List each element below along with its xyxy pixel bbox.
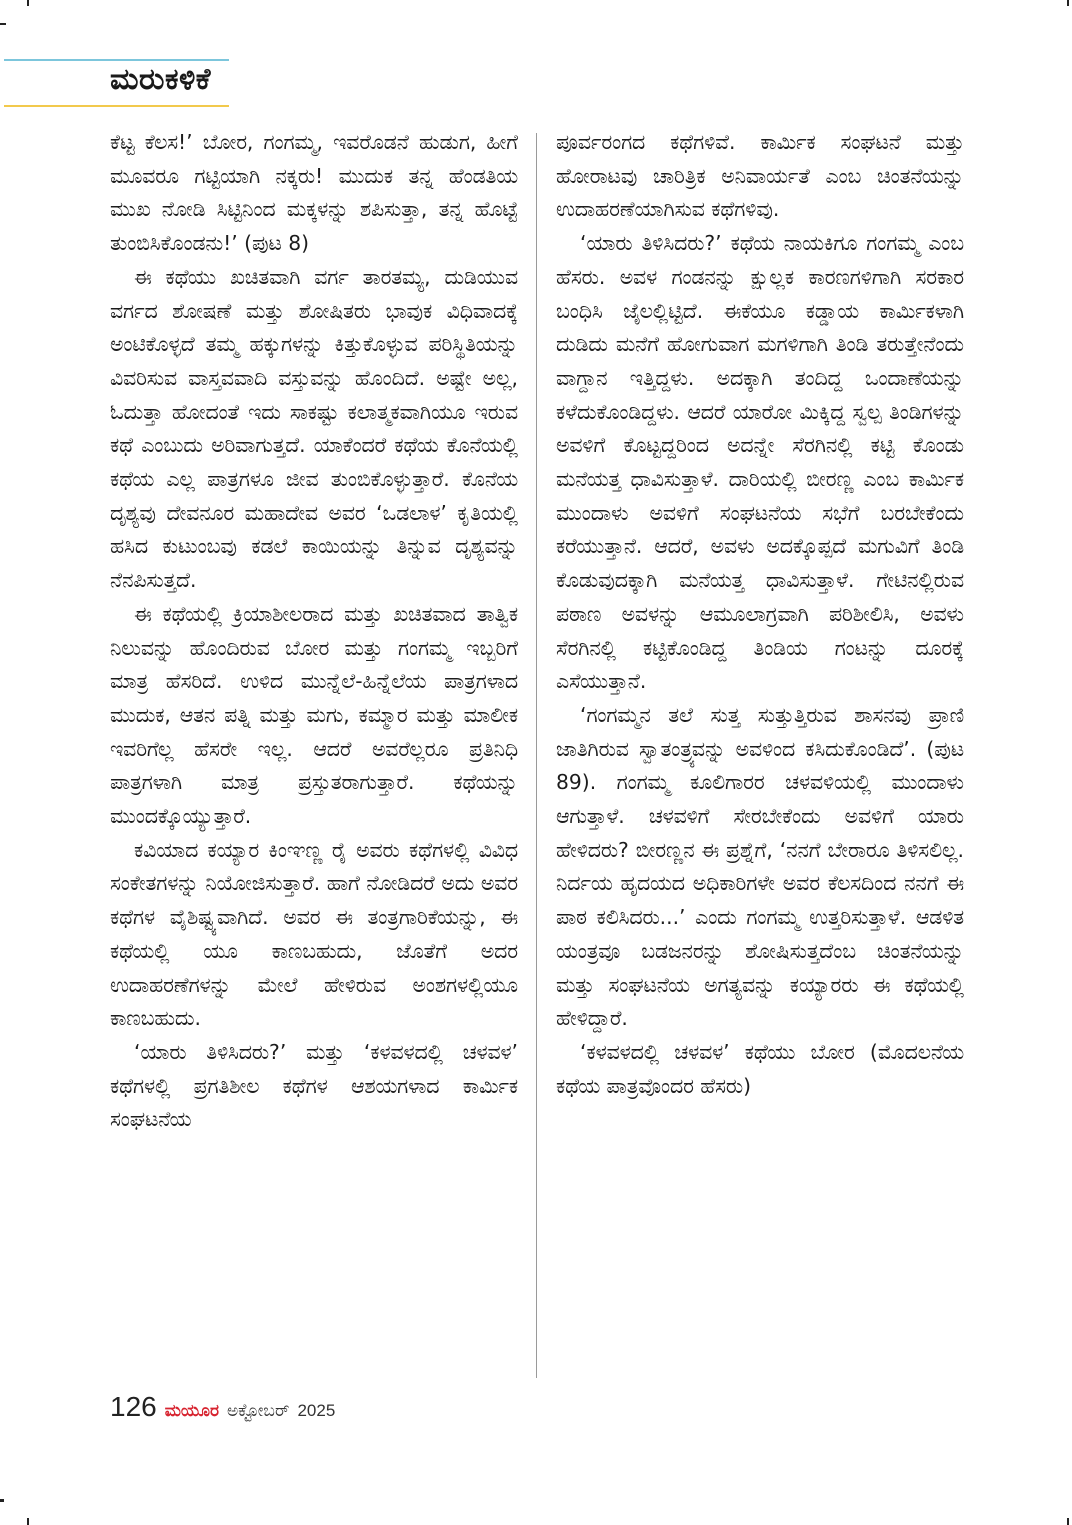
crop-mark xyxy=(27,0,29,6)
crop-mark xyxy=(0,1499,4,1502)
crop-mark xyxy=(27,1518,29,1525)
paragraph: ‘ಯಾರು ತಿಳಿಸಿದರು?’ ಕಥೆಯ ನಾಯಕಿಗೂ ಗಂಗಮ್ಮ ಎಂಬ ಹೆಸರು. ಅವಳ ಗಂಡನನ್ನು ಕ್ಷುಲ್ಲಕ ಕಾರಣಗಳಿಗಾಗಿ ಸರಕಾರ ಬಂಧಿಸಿ ಜೈಲಲ್ಲಿಟ್ಟಿದೆ. ಈಕೆಯೂ ಕಡ್ಡಾಯ ಕಾರ್ಮಿಕಳಾಗಿ ದುಡಿದು ಮನೆಗೆ ಹೋಗುವಾಗ ಮಗಳಿಗಾಗಿ ತಿಂಡಿ ತರುತ್ತೇನೆಂದು ವಾಗ್ದಾನ ಇತ್ತಿದ್ದಳು. ಅದಕ್ಕಾಗಿ ತಂದಿದ್ದ ಒಂದಾಣೆಯನ್ನು ಕಳೆದುಕೊಂಡಿದ್ದಳು. ಆದರೆ ಯಾರೋ ಮಿಕ್ಕಿದ್ದ ಸ್ವಲ್ಪ ತಿಂಡಿಗಳನ್ನು ಅವಳಿಗೆ ಕೊಟ್ಟದ್ದರಿಂದ ಅದನ್ನೇ ಸೆರಗಿನಲ್ಲಿ ಕಟ್ಟಿ ಕೊಂಡು ಮನೆಯತ್ತ ಧಾವಿಸುತ್ತಾಳೆ. ದಾರಿಯಲ್ಲಿ ಬೀರಣ್ಣ ಎಂಬ ಕಾರ್ಮಿಕ ಮುಂದಾಳು ಅವಳಿಗೆ ಸಂಘಟನೆಯ ಸಭೆಗೆ ಬರಬೇಕೆಂದು ಕರೆಯುತ್ತಾನೆ. ಆದರೆ, ಅವಳು ಅದಕ್ಕೊಪ್ಪದೆ ಮಗುವಿಗೆ ತಿಂಡಿ ಕೊಡುವುದಕ್ಕಾಗಿ ಮನೆಯತ್ತ ಧಾವಿಸುತ್ತಾಳೆ. ಗೇಟಿನಲ್ಲಿರುವ ಪಠಾಣ ಅವಳನ್ನು ಆಮೂಲಾಗ್ರವಾಗಿ ಪರಿಶೀಲಿಸಿ, ಅವಳು ಸೆರಗಿನಲ್ಲಿ ಕಟ್ಟಿಕೊಂಡಿದ್ದ ತಿಂಡಿಯ ಗಂಟನ್ನು ದೂರಕ್ಕೆ ಎಸೆಯುತ್ತಾನೆ. xyxy=(556,231,964,694)
paragraph: ಕೆಟ್ಟ ಕೆಲಸ!’ ಬೋರ, ಗಂಗಮ್ಮ, ಇವರೊಡನೆ ಹುಡುಗ, ಹೀಗೆ ಮೂವರೂ ಗಟ್ಟಿಯಾಗಿ ನಕ್ಕರು! ಮುದುಕ ತನ್ನ ಹೆಂಡತಿಯ ಮುಖ ನೋಡಿ ಸಿಟ್ಟಿನಿಂದ ಮಕ್ಕಳನ್ನು ಶಪಿಸುತ್ತಾ, ತನ್ನ ಹೊಟ್ಟೆ ತುಂಬಿಸಿಕೊಂಡನು!’ (ಪುಟ 8) xyxy=(110,130,518,256)
paragraph: ಕವಿಯಾದ ಕಯ್ಯಾರ ಕಿಂಞಣ್ಣ ರೈ ಅವರು ಕಥೆಗಳಲ್ಲಿ ವಿವಿಧ ಸಂಕೇತಗಳನ್ನು ನಿಯೋಜಿಸುತ್ತಾರೆ. ಹಾಗೆ ನೋಡಿದರೆ ಅದು ಅವರ ಕಥೆಗಳ ವೈಶಿಷ್ಟ್ಯವಾಗಿದೆ. ಅವರ ಈ ತಂತ್ರಗಾರಿಕೆಯನ್ನು, ಈ ಕಥೆಯಲ್ಲಿ ಯೂ ಕಾಣಬಹುದು, ಜೊತೆಗೆ ಅದರ ಉದಾಹರಣೆಗಳನ್ನು ಮೇಲೆ ಹೇಳಿರುವ ಅಂಶಗಳಲ್ಲಿಯೂ ಕಾಣಬಹುದು. xyxy=(110,837,518,1031)
paragraph: ಪೂರ್ವರಂಗದ ಕಥೆಗಳಿವೆ. ಕಾರ್ಮಿಕ ಸಂಘಟನೆ ಮತ್ತು ಹೋರಾಟವು ಚಾರಿತ್ರಿಕ ಅನಿವಾರ್ಯತೆ ಎಂಬ ಚಿಂತನೆಯನ್ನು ಉದಾಹರಣೆಯಾಗಿಸುವ ಕಥೆಗಳಿವು. xyxy=(556,130,964,222)
article-column-left xyxy=(110,126,518,1137)
page-footer xyxy=(110,1391,335,1423)
issue-year: 2025 xyxy=(297,1401,336,1420)
crop-mark xyxy=(1067,0,1069,6)
paragraph: ‘ಯಾರು ತಿಳಿಸಿದರು?’ ಮತ್ತು ‘ಕಳವಳದಲ್ಲಿ ಚಳವಳ’ ಕಥೆಗಳಲ್ಲಿ ಪ್ರಗತಿಶೀಲ ಕಥೆಗಳ ಆಶಯಗಳಾದ ಕಾರ್ಮಿಕ ಸಂಘಟನೆಯ xyxy=(110,1039,518,1132)
header-accent-rule-top xyxy=(4,59,229,61)
article-column-right xyxy=(556,126,964,1103)
crop-mark xyxy=(0,23,6,25)
paragraph: ಈ ಕಥೆಯು ಖಚಿತವಾಗಿ ವರ್ಗ ತಾರತಮ್ಯ, ದುಡಿಯುವ ವರ್ಗದ ಶೋಷಣೆ ಮತ್ತು ಶೋಷಿತರು ಭಾವುಕ ವಿಧಿವಾದಕ್ಕೆ ಅಂಟಿಕೊಳ್ಳದೆ ತಮ್ಮ ಹಕ್ಕುಗಳನ್ನು ಕಿತ್ತುಕೊಳ್ಳುವ ಪರಿಸ್ಥಿತಿಯನ್ನು ವಿವರಿಸುವ ವಾಸ್ತವವಾದಿ ವಸ್ತುವನ್ನು ಹೊಂದಿದೆ. ಅಷ್ಟೇ ಅಲ್ಲ, ಓದುತ್ತಾ ಹೋದಂತೆ ಇದು ಸಾಕಷ್ಟು ಕಲಾತ್ಮಕವಾಗಿಯೂ ಇರುವ ಕಥೆ ಎಂಬುದು ಅರಿವಾಗುತ್ತದೆ. ಯಾಕೆಂದರೆ ಕಥೆಯ ಕೊನೆಯಲ್ಲಿ ಕಥೆಯ ಎಲ್ಲ ಪಾತ್ರಗಳೂ ಜೀವ ತುಂಬಿಕೊಳ್ಳುತ್ತಾರೆ. ಕೊನೆಯ ದೃಶ್ಯವು ದೇವನೂರ ಮಹಾದೇವ ಅವರ ‘ಒಡಲಾಳ’ ಕೃತಿಯಲ್ಲಿ ಹಸಿದ ಕುಟುಂಬವು ಕಡಲೆ ಕಾಯಿಯನ್ನು ತಿನ್ನುವ ದೃಶ್ಯವನ್ನು ನೆನಪಿಸುತ್ತದೆ. xyxy=(110,264,518,593)
paragraph: ‘ಗಂಗಮ್ಮನ ತಲೆ ಸುತ್ತ ಸುತ್ತುತ್ತಿರುವ ಶಾಸನವು ಪ್ರಾಣಿ ಜಾತಿಗಿರುವ ಸ್ವಾತಂತ್ರ್ಯವನ್ನು ಅವಳಿಂದ ಕಸಿದುಕೊಂಡಿದೆ’. (ಪುಟ 89). ಗಂಗಮ್ಮ ಕೂಲಿಗಾರರ ಚಳವಳಿಯಲ್ಲಿ ಮುಂದಾಳು ಆಗುತ್ತಾಳೆ. ಚಳವಳಿಗೆ ಸೇರಬೇಕೆಂದು ಅವಳಿಗೆ ಯಾರು ಹೇಳಿದರು? ಬೀರಣ್ಣನ ಈ ಪ್ರಶ್ನೆಗೆ, ‘ನನಗೆ ಬೇರಾರೂ ತಿಳಿಸಲಿಲ್ಲ. ನಿರ್ದಯ ಹೃದಯದ ಅಧಿಕಾರಿಗಳೇ ಅವರ ಕೆಲಸದಿಂದ ನನಗೆ ಈ ಪಾಠ ಕಲಿಸಿದರು...’ ಎಂದು ಗಂಗಮ್ಮ ಉತ್ತರಿಸುತ್ತಾಳೆ. ಆಡಳಿತ ಯಂತ್ರವೂ ಬಡಜನರನ್ನು ಶೋಷಿಸುತ್ತದೆಂಬ ಚಿಂತನೆಯನ್ನು ಮತ್ತು ಸಂಘಟನೆಯ ಅಗತ್ಯವನ್ನು ಕಯ್ಯಾರರು ಈ ಕಥೆಯಲ್ಲಿ ಹೇಳಿದ್ದಾರೆ. xyxy=(556,702,964,1031)
section-title: ಮರುಕಳಿಕೆ xyxy=(110,62,211,97)
issue-month: ಅಕ್ಟೋಬರ್ xyxy=(226,1401,290,1421)
paragraph: ಈ ಕಥೆಯಲ್ಲಿ ಕ್ರಿಯಾಶೀಲರಾದ ಮತ್ತು ಖಚಿತವಾದ ತಾತ್ವಿಕ ನಿಲುವನ್ನು ಹೊಂದಿರುವ ಬೋರ ಮತ್ತು ಗಂಗಮ್ಮ ಇಬ್ಬರಿಗೆ ಮಾತ್ರ ಹೆಸರಿದೆ. ಉಳಿದ ಮುನ್ನೆಲೆ-ಹಿನ್ನೆಲೆಯ ಪಾತ್ರಗಳಾದ ಮುದುಕ, ಆತನ ಪತ್ನಿ ಮತ್ತು ಮಗು, ಕಮ್ಮಾರ ಮತ್ತು ಮಾಲೀಕ ಇವರಿಗೆಲ್ಲ ಹೆಸರೇ ಇಲ್ಲ. ಆದರೆ ಅವರೆಲ್ಲರೂ ಪ್ರತಿನಿಧಿ ಪಾತ್ರಗಳಾಗಿ ಮಾತ್ರ ಪ್ರಸ್ತುತರಾಗುತ್ತಾರೆ. ಕಥೆಯನ್ನು ಮುಂದಕ್ಕೊಯ್ಯುತ್ತಾರೆ. xyxy=(110,601,518,829)
crop-mark xyxy=(1067,1518,1069,1525)
magazine-logo: ಮಯೂರ xyxy=(164,1401,219,1421)
page-number: 126 xyxy=(110,1391,157,1422)
header-accent-rule-bottom xyxy=(4,105,229,107)
paragraph: ‘ಕಳವಳದಲ್ಲಿ ಚಳವಳ’ ಕಥೆಯು ಬೋರ (ಮೊದಲನೆಯ ಕಥೆಯ ಪಾತ್ರವೊಂದರ ಹೆಸರು) xyxy=(556,1039,964,1098)
column-divider xyxy=(536,133,537,1378)
